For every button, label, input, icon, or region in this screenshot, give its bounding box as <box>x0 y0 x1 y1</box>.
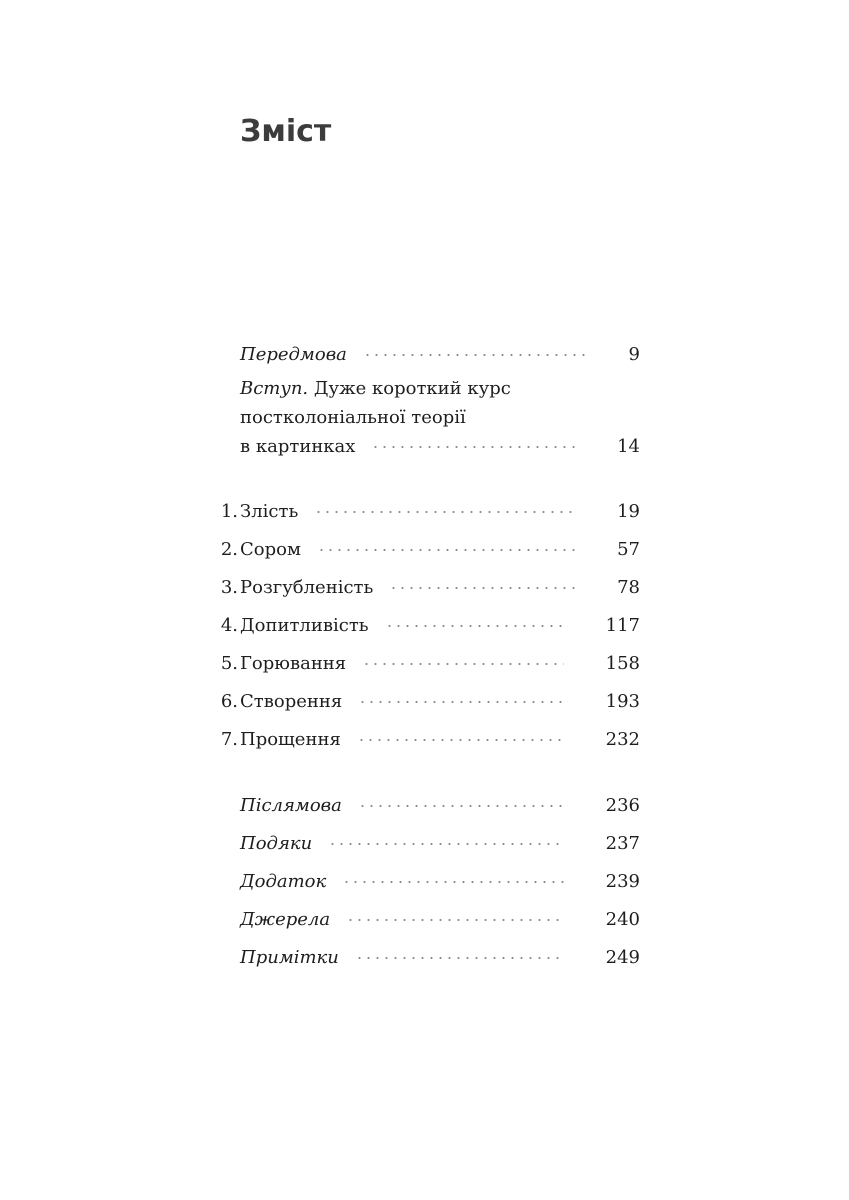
toc-entry-introduction-last <box>0 434 849 460</box>
chapter-number: 4. <box>220 615 238 636</box>
dot-leader <box>317 549 575 551</box>
dot-leader <box>362 663 563 665</box>
toc-entry-title: Передмова <box>240 344 347 365</box>
dot-leader <box>342 881 563 883</box>
toc-page-number: 236 <box>605 795 640 816</box>
toc-entry-title: Примітки <box>240 947 339 968</box>
chapter-number: 6. <box>220 691 238 712</box>
toc-entry-title: Горювання <box>240 653 347 674</box>
toc-entry-chapter-2[interactable] <box>0 537 849 563</box>
dot-leader <box>314 511 575 513</box>
toc-entry-chapter-4[interactable] <box>0 613 849 639</box>
toc-entry-title: Злість <box>240 501 299 522</box>
toc-entry-title: Створення <box>240 691 343 712</box>
toc-entry-sources[interactable] <box>0 907 849 933</box>
toc-page-number: 240 <box>605 909 640 930</box>
dot-leader <box>358 701 563 703</box>
toc-entry-title: Розгубленість <box>240 577 374 598</box>
toc-entry-title: Сором <box>240 539 301 560</box>
toc-page-number: 117 <box>605 615 640 636</box>
dot-leader <box>371 446 575 448</box>
toc-page-number: 57 <box>617 539 640 560</box>
intro-label: Вступ. <box>240 378 309 399</box>
intro-title-line-3: в картинках <box>240 436 356 457</box>
chapter-number: 5. <box>220 653 238 674</box>
toc-page-number: 239 <box>605 871 640 892</box>
chapter-number: 1. <box>220 501 238 522</box>
toc-page-number: 19 <box>617 501 640 522</box>
chapter-number: 7. <box>220 729 238 750</box>
toc-entry-chapter-1[interactable] <box>0 499 849 525</box>
chapter-number: 3. <box>220 577 238 598</box>
toc-entry-appendix[interactable] <box>0 869 849 895</box>
toc-page-number: 14 <box>617 436 640 457</box>
toc-entry-chapter-7[interactable] <box>0 727 849 753</box>
chapter-number: 2. <box>220 539 238 560</box>
dot-leader <box>355 957 564 959</box>
toc-entry-acknowledgements[interactable] <box>0 831 849 857</box>
toc-entry-title-line <box>240 376 511 402</box>
toc-entry-title: Подяки <box>240 833 313 854</box>
toc-entry-chapter-6[interactable] <box>0 689 849 715</box>
toc-page-number: 237 <box>605 833 640 854</box>
dot-leader <box>358 805 564 807</box>
toc-page-number: 9 <box>628 344 640 365</box>
toc-entry-title: Післямова <box>240 795 342 816</box>
toc-entry-chapter-3[interactable] <box>0 575 849 601</box>
toc-page-number: 78 <box>617 577 640 598</box>
dot-leader <box>328 843 563 845</box>
toc-entry-title: Додаток <box>240 871 327 892</box>
dot-leader <box>363 354 587 356</box>
toc-entry-chapter-5[interactable] <box>0 651 849 677</box>
toc-entry-foreword[interactable] <box>0 342 849 368</box>
toc-entry-title: Допитливість <box>240 615 369 636</box>
dot-leader <box>357 739 564 741</box>
toc-page-number: 232 <box>605 729 640 750</box>
toc-entry-notes[interactable] <box>0 945 849 971</box>
toc-page-number: 158 <box>605 653 640 674</box>
intro-title-line-2: постколоніальної теорії <box>240 407 466 428</box>
toc-entry-title: Прощення <box>240 729 341 750</box>
intro-title-line-1: Дуже короткий курс <box>313 378 511 399</box>
toc-page-number: 249 <box>605 947 640 968</box>
toc-entry-afterword[interactable] <box>0 793 849 819</box>
dot-leader <box>389 587 575 589</box>
page-title: Зміст <box>240 114 332 149</box>
dot-leader <box>346 919 564 921</box>
toc-page-number: 193 <box>605 691 640 712</box>
toc-entry-title: Джерела <box>240 909 331 930</box>
dot-leader <box>385 625 564 627</box>
